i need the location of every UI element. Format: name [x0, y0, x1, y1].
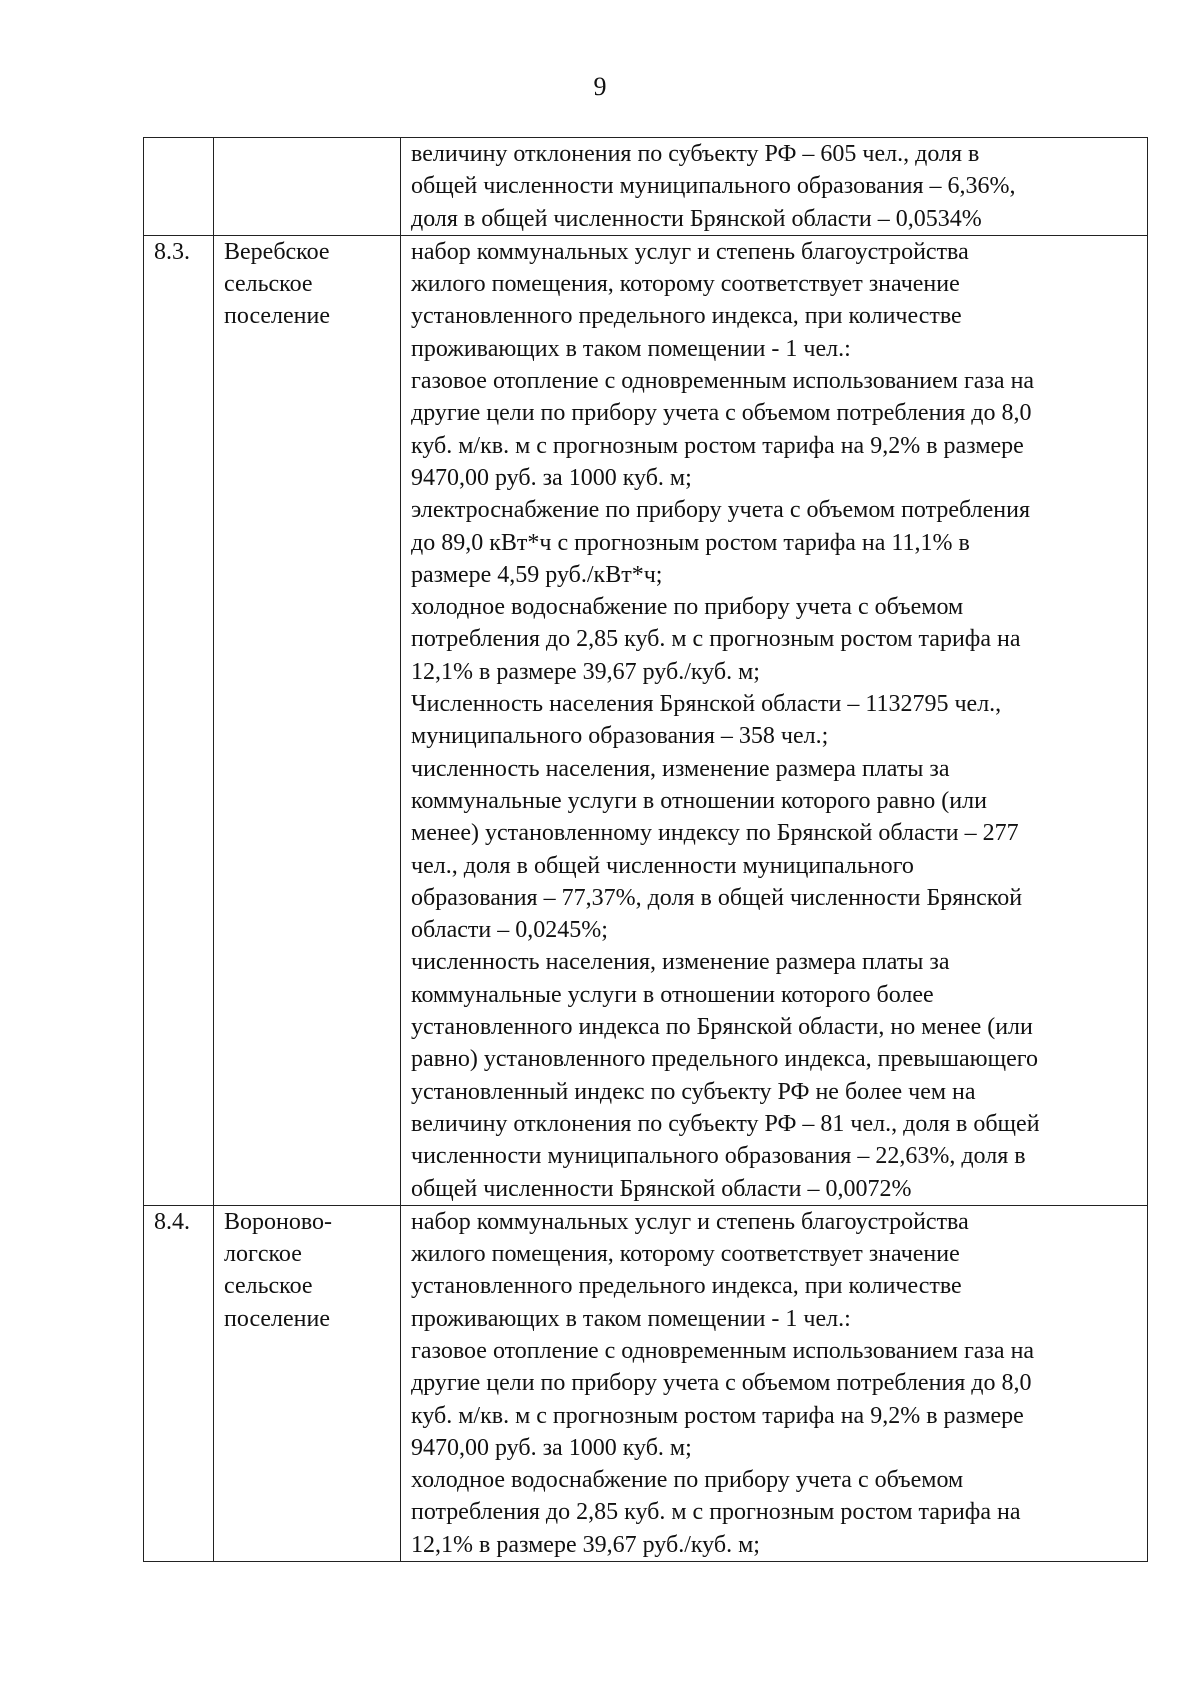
- description-line: набор коммунальных услуг и степень благоустройства: [411, 1208, 969, 1235]
- settlement-name-line: логское: [224, 1241, 302, 1268]
- description-line: 12,1% в размере 39,67 руб./куб. м;: [411, 658, 760, 685]
- description-cell: [401, 1205, 1148, 1561]
- description-line: менее) установленному индексу по Брянской области – 277: [411, 820, 1019, 847]
- description-line: куб. м/кв. м с прогнозным ростом тарифа на 9,2% в размере: [411, 1402, 1024, 1429]
- row-number: 8.3.: [154, 238, 190, 265]
- settlement-name-cell: [214, 138, 401, 236]
- table-row: [144, 138, 1148, 236]
- row-number-cell: [144, 235, 214, 1205]
- row-number: 8.4.: [154, 1208, 190, 1235]
- description-line: муниципального образования – 358 чел.;: [411, 723, 829, 750]
- table-body: [144, 138, 1148, 1562]
- description-line: газовое отопление с одновременным использованием газа на: [411, 368, 1035, 395]
- description-line: размере 4,59 руб./кВт*ч;: [411, 561, 663, 588]
- row-number-cell: [144, 1205, 214, 1561]
- description-line: 9470,00 руб. за 1000 куб. м;: [411, 1434, 692, 1461]
- row-number-cell: [144, 138, 214, 236]
- description-cell: [401, 235, 1148, 1205]
- description-line: холодное водоснабжение по прибору учета с объемом: [411, 594, 964, 621]
- description-line: образования – 77,37%, доля в общей численности Брянской: [411, 884, 1023, 911]
- settlement-name-line: сельское: [224, 1273, 313, 1300]
- description-line: численность населения, изменение размера платы за: [411, 949, 950, 976]
- description-line: куб. м/кв. м с прогнозным ростом тарифа на 9,2% в размере: [411, 432, 1024, 459]
- description-line: общей численности муниципального образования – 6,36%,: [411, 173, 1016, 200]
- description-line: области – 0,0245%;: [411, 917, 608, 944]
- description-line: коммунальные услуги в отношении которого равно (или: [411, 787, 987, 814]
- description-line: потребления до 2,85 куб. м с прогнозным ростом тарифа на: [411, 1499, 1021, 1526]
- description-line: проживающих в таком помещении - 1 чел.:: [411, 1305, 851, 1332]
- description-line: другие цели по прибору учета с объемом потребления до 8,0: [411, 400, 1032, 427]
- description-line: газовое отопление с одновременным использованием газа на: [411, 1337, 1035, 1364]
- settlement-name-cell: [214, 1205, 401, 1561]
- description-line: проживающих в таком помещении - 1 чел.:: [411, 335, 851, 362]
- description-line: потребления до 2,85 куб. м с прогнозным ростом тарифа на: [411, 626, 1021, 653]
- description-line: коммунальные услуги в отношении которого более: [411, 981, 934, 1008]
- description-line: величину отклонения по субъекту РФ – 81 чел., доля в общей: [411, 1110, 1040, 1137]
- description-cell: [401, 138, 1148, 236]
- description-line: установленного индекса по Брянской области, но менее (или: [411, 1014, 1033, 1041]
- settlements-table: [143, 137, 1148, 1562]
- settlement-name-line: поселение: [224, 1305, 331, 1332]
- settlement-name-line: Веребское: [224, 238, 330, 265]
- settlement-name-line: Вороново-: [224, 1208, 333, 1235]
- table-row: [144, 1205, 1148, 1561]
- description-line: величину отклонения по субъекту РФ – 605 чел., доля в: [411, 141, 980, 167]
- settlement-name-line: поселение: [224, 303, 331, 330]
- settlement-name-cell: [214, 235, 401, 1205]
- description-line: холодное водоснабжение по прибору учета с объемом: [411, 1467, 964, 1494]
- description-line: равно) установленного предельного индекса, превышающего: [411, 1046, 1038, 1073]
- description-line: жилого помещения, которому соответствует значение: [411, 271, 960, 298]
- description-line: 9470,00 руб. за 1000 куб. м;: [411, 464, 692, 491]
- description-line: установленный индекс по субъекту РФ не более чем на: [411, 1078, 976, 1105]
- description-line: 12,1% в размере 39,67 руб./куб. м;: [411, 1531, 760, 1558]
- settlement-name-line: сельское: [224, 271, 313, 298]
- description-line: численность населения, изменение размера платы за: [411, 755, 950, 782]
- description-line: установленного предельного индекса, при количестве: [411, 303, 962, 330]
- page-number: 9: [593, 72, 607, 101]
- description-line: жилого помещения, которому соответствует значение: [411, 1241, 960, 1268]
- description-line: набор коммунальных услуг и степень благоустройства: [411, 238, 969, 265]
- description-line: численности муниципального образования – 22,63%, доля в: [411, 1143, 1026, 1170]
- description-line: доля в общей численности Брянской области – 0,0534%: [411, 205, 982, 232]
- description-line: другие цели по прибору учета с объемом потребления до 8,0: [411, 1370, 1032, 1397]
- description-line: чел., доля в общей численности муниципального: [411, 852, 914, 879]
- description-line: Численность населения Брянской области – 1132795 чел.,: [411, 691, 1002, 718]
- description-line: установленного предельного индекса, при количестве: [411, 1273, 962, 1300]
- description-line: электроснабжение по прибору учета с объемом потребления: [411, 497, 1030, 524]
- table-row: [144, 235, 1148, 1205]
- description-line: общей численности Брянской области – 0,0072%: [411, 1175, 912, 1202]
- description-line: до 89,0 кВт*ч с прогнозным ростом тарифа на 11,1% в: [411, 529, 970, 556]
